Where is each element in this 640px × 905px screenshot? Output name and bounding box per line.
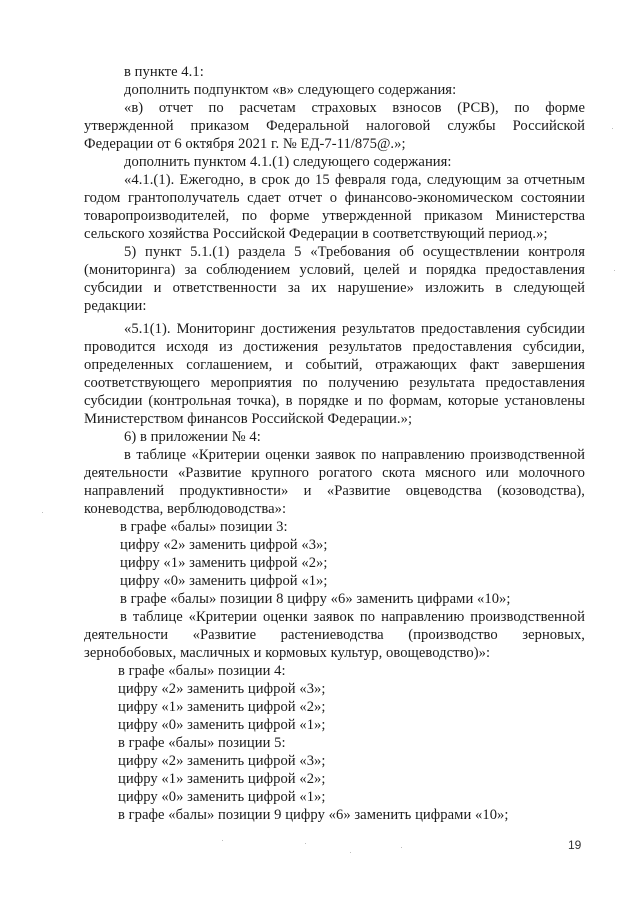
scan-speck [612, 128, 613, 129]
text-line: цифру «1» заменить цифрой «2»; [118, 771, 326, 787]
text-line: цифру «2» заменить цифрой «3»; [118, 681, 326, 697]
scan-speck [614, 270, 615, 271]
text-line: в графе «балы» позиции 8 цифру «6» заменить цифрами «10»; [120, 591, 511, 607]
text-line: цифру «1» заменить цифрой «2»; [120, 555, 328, 571]
text-line: «5.1(1). Мониторинг достижения результатов предоставления субсидии [124, 321, 585, 337]
text-line: субсидии (контрольная точка), в порядке и по формам, которые установлены [84, 393, 585, 409]
text-line: коневодства, верблюдоводства»: [84, 501, 287, 517]
text-line: цифру «1» заменить цифрой «2»; [118, 699, 326, 715]
text-line: дополнить пунктом 4.1.(1) следующего содержания: [124, 154, 452, 170]
text-line: в таблице «Критерии оценки заявок по направлению производственной [124, 447, 585, 463]
text-line: определенных соглашением, и событий, отражающих факт завершения [84, 357, 585, 373]
text-line: проводится исходя из достижения результатов предоставления субсидии, [84, 339, 585, 355]
text-line: 6) в приложении № 4: [124, 429, 261, 445]
text-line: цифру «0» заменить цифрой «1»; [118, 789, 326, 805]
text-line: 5) пункт 5.1.(1) раздела 5 «Требования об осуществлении контроля [124, 244, 585, 260]
text-line: (мониторинга) за соблюдением условий, целей и порядка предоставления [84, 262, 585, 278]
text-line: Министерством финансов Российской Федерации.»; [84, 411, 413, 427]
text-line: Федерации от 6 октября 2021 г. № ЕД-7-11/875@.»; [84, 136, 406, 152]
text-line: цифру «2» заменить цифрой «3»; [118, 753, 326, 769]
scan-speck [401, 847, 402, 848]
page-number: 19 [568, 838, 582, 852]
text-line: редакции: [84, 298, 147, 314]
text-line: «в) отчет по расчетам страховых взносов (РСВ), по форме [124, 100, 585, 116]
text-line: в графе «балы» позиции 4: [118, 663, 286, 679]
text-line: соответствующего мероприятия по получению результата предоставления [84, 375, 585, 391]
text-line: в пункте 4.1: [124, 64, 204, 80]
text-line: «4.1.(1). Ежегодно, в срок до 15 февраля года, следующим за отчетным [124, 172, 585, 188]
text-line: цифру «2» заменить цифрой «3»; [120, 537, 328, 553]
text-line: утвержденной приказом Федеральной налоговой службы Российской [84, 118, 585, 134]
scan-speck [42, 512, 43, 513]
text-line: дополнить подпунктом «в» следующего содержания: [124, 82, 457, 98]
text-line: деятельности «Развитие растениеводства (производство зерновых, [84, 627, 585, 643]
scan-speck [305, 843, 306, 844]
text-line: годом грантополучатель сдает отчет о финансово-экономическом состоянии [84, 190, 585, 206]
scan-speck [222, 840, 223, 841]
text-line: цифру «0» заменить цифрой «1»; [118, 717, 326, 733]
text-line: в графе «балы» позиции 3: [120, 519, 288, 535]
text-line: в графе «балы» позиции 5: [118, 735, 286, 751]
text-line: субсидии и ответственности за их нарушение» изложить в следующей [84, 280, 585, 296]
text-line: зернобобовых, масличных и кормовых культур, овощеводство)»: [84, 645, 491, 661]
text-line: направлений продуктивности» и «Развитие овцеводства (козоводства), [84, 483, 585, 499]
text-line: в таблице «Критерии оценки заявок по направлению производственной [120, 609, 585, 625]
text-line: в графе «балы» позиции 9 цифру «6» заменить цифрами «10»; [118, 807, 509, 823]
text-line: товаропроизводителей, по форме утвержденной приказом Министерства [84, 208, 585, 224]
text-line: цифру «0» заменить цифрой «1»; [120, 573, 328, 589]
text-line: деятельности «Развитие крупного рогатого скота мясного или молочного [84, 465, 585, 481]
text-line: сельского хозяйства Российской Федерации в соответствующий период.»; [84, 226, 548, 242]
scan-speck [350, 852, 351, 853]
